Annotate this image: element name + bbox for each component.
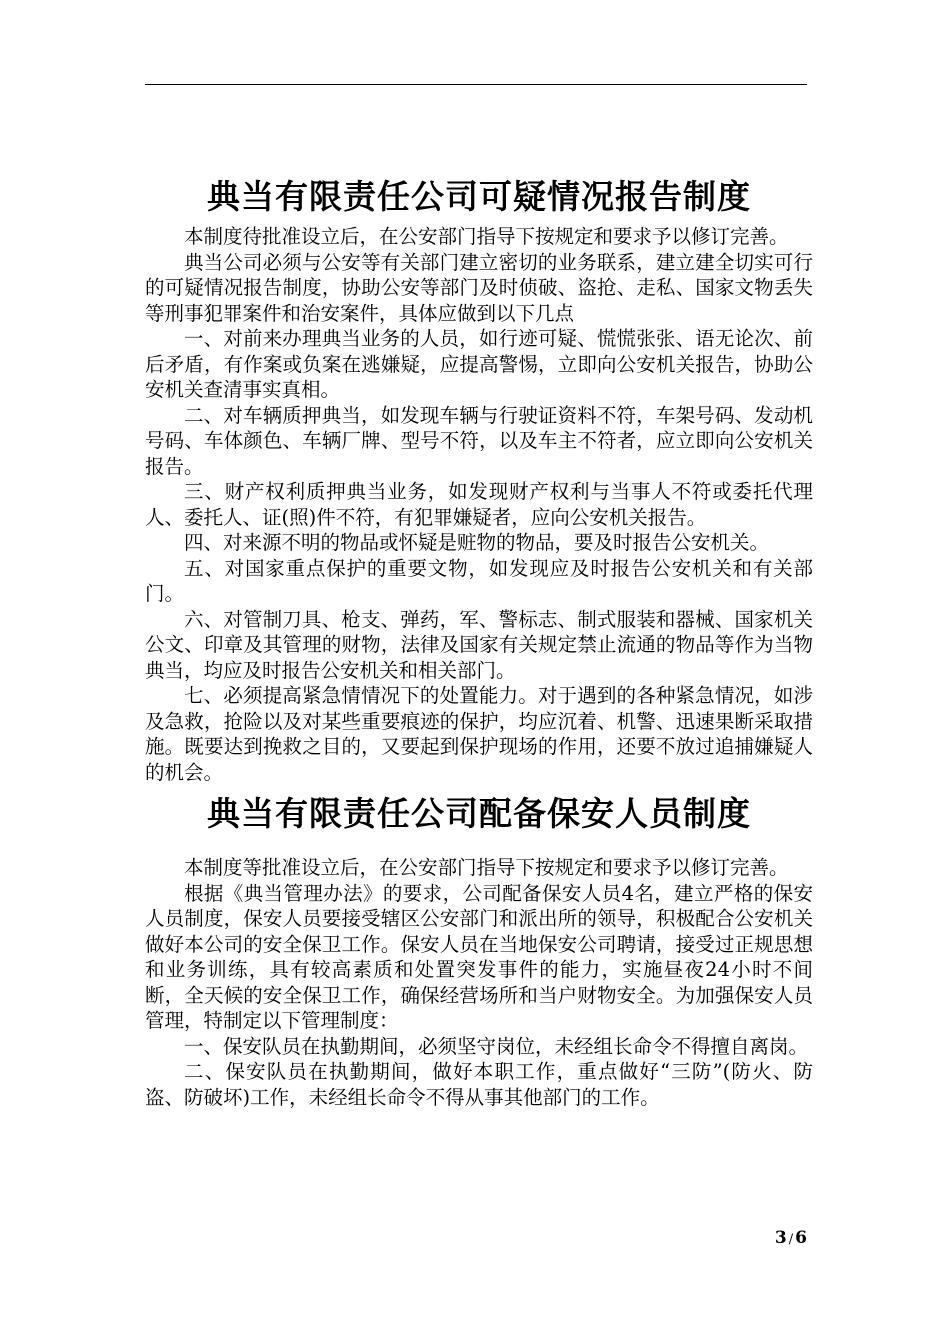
document-body xyxy=(145,170,813,1110)
page-number xyxy=(775,1228,807,1248)
section1-paragraph: 五、对国家重点保护的重要文物，如发现应及时报告公安机关和有关部门。 xyxy=(145,556,813,605)
section1-paragraph: 二、对车辆质押典当，如发现车辆与行驶证资料不符，车架号码、发动机号码、车体颜色、车辆厂牌、型号不符，以及车主不符者，应立即向公安机关报告。 xyxy=(145,403,813,478)
section1-paragraph: 四、对来源不明的物品或怀疑是赃物的物品，要及时报告公安机关。 xyxy=(184,531,770,554)
section2-title: 典当有限责任公司配备保安人员制度 xyxy=(207,794,751,833)
section1-paragraph: 六、对管制刀具、枪支、弹药，军、警标志、制式服装和器械、国家机关公文、印章及其管理的财物，法律及国家有关规定禁止流通的物品等作为当物典当，均应及时报告公安机关和相关部门。 xyxy=(145,607,813,682)
total-pages: 6 xyxy=(795,1228,807,1248)
section2-paragraph: 本制度等批准设立后，在公安部门指导下按规定和要求予以修订完善。 xyxy=(184,856,789,879)
section1-paragraph: 七、必须提高紧急情情况下的处置能力。对于遇到的各种紧急情况，如涉及急救，抢险以及对某些重要痕迹的保护，均应沉着、机警、迅速果断采取措施。既要达到挽救之目的，又要起到保护现场的作用，还要不放过追捕嫌疑人的机会。 xyxy=(145,684,813,784)
current-page: 3 xyxy=(774,1228,787,1248)
section1-title: 典当有限责任公司可疑情况报告制度 xyxy=(207,177,751,216)
section1-paragraph: 典当公司必须与公安等有关部门建立密切的业务联系，建立建全切实可行的可疑情况报告制度，协助公安等部门及时侦破、盗抢、走私、国家文物丢失等刑事犯罪案件和治安案件，具体应做到以下几点 xyxy=(145,250,813,325)
section1-paragraph: 一、对前来办理典当业务的人员，如行迹可疑、慌慌张张、语无论次、前后矛盾，有作案或负案在逃嫌疑，应提高警惕，立即向公安机关报告，协助公安机关查清事实真相。 xyxy=(145,327,813,401)
section2-paragraph: 一、保安队员在执勤期间，必须坚守岗位，未经组长命令不得擅自离岗。 xyxy=(184,1034,809,1058)
section2-paragraph: 根据《典当管理办法》的要求，公司配备保安人员4名，建立严格的保安人员制度，保安人员要接受辖区公安部门和派出所的领导，积极配合公安机关做好本公司的安全保卫工作。保安人员在当地保安公司聘请，接受过正规思想和业务训练，具有较高素质和处置突发事件的能力，实施昼夜24小时不间断，全天候的安全保卫工作，确保经营场所和当户财物安全。为加强保安人员管理，特制定以下管理制度： xyxy=(145,881,813,1032)
section1-paragraph: 本制度待批准设立后，在公安部门指导下按规定和要求予以修订完善。 xyxy=(184,225,789,248)
header-rule xyxy=(145,84,807,85)
section1-paragraph: 三、财产权利质押典当业务，如发现财产权利与当事人不符或委托代理人、委托人、证(照)件不符，有犯罪嫌疑者，应向公安机关报告。 xyxy=(145,480,813,529)
page-separator: / xyxy=(788,1232,794,1247)
section2-paragraph: 二、保安队员在执勤期间，做好本职工作，重点做好“三防”(防火、防盗、防破坏)工作，未经组长命令不得从事其他部门的工作。 xyxy=(145,1060,813,1109)
